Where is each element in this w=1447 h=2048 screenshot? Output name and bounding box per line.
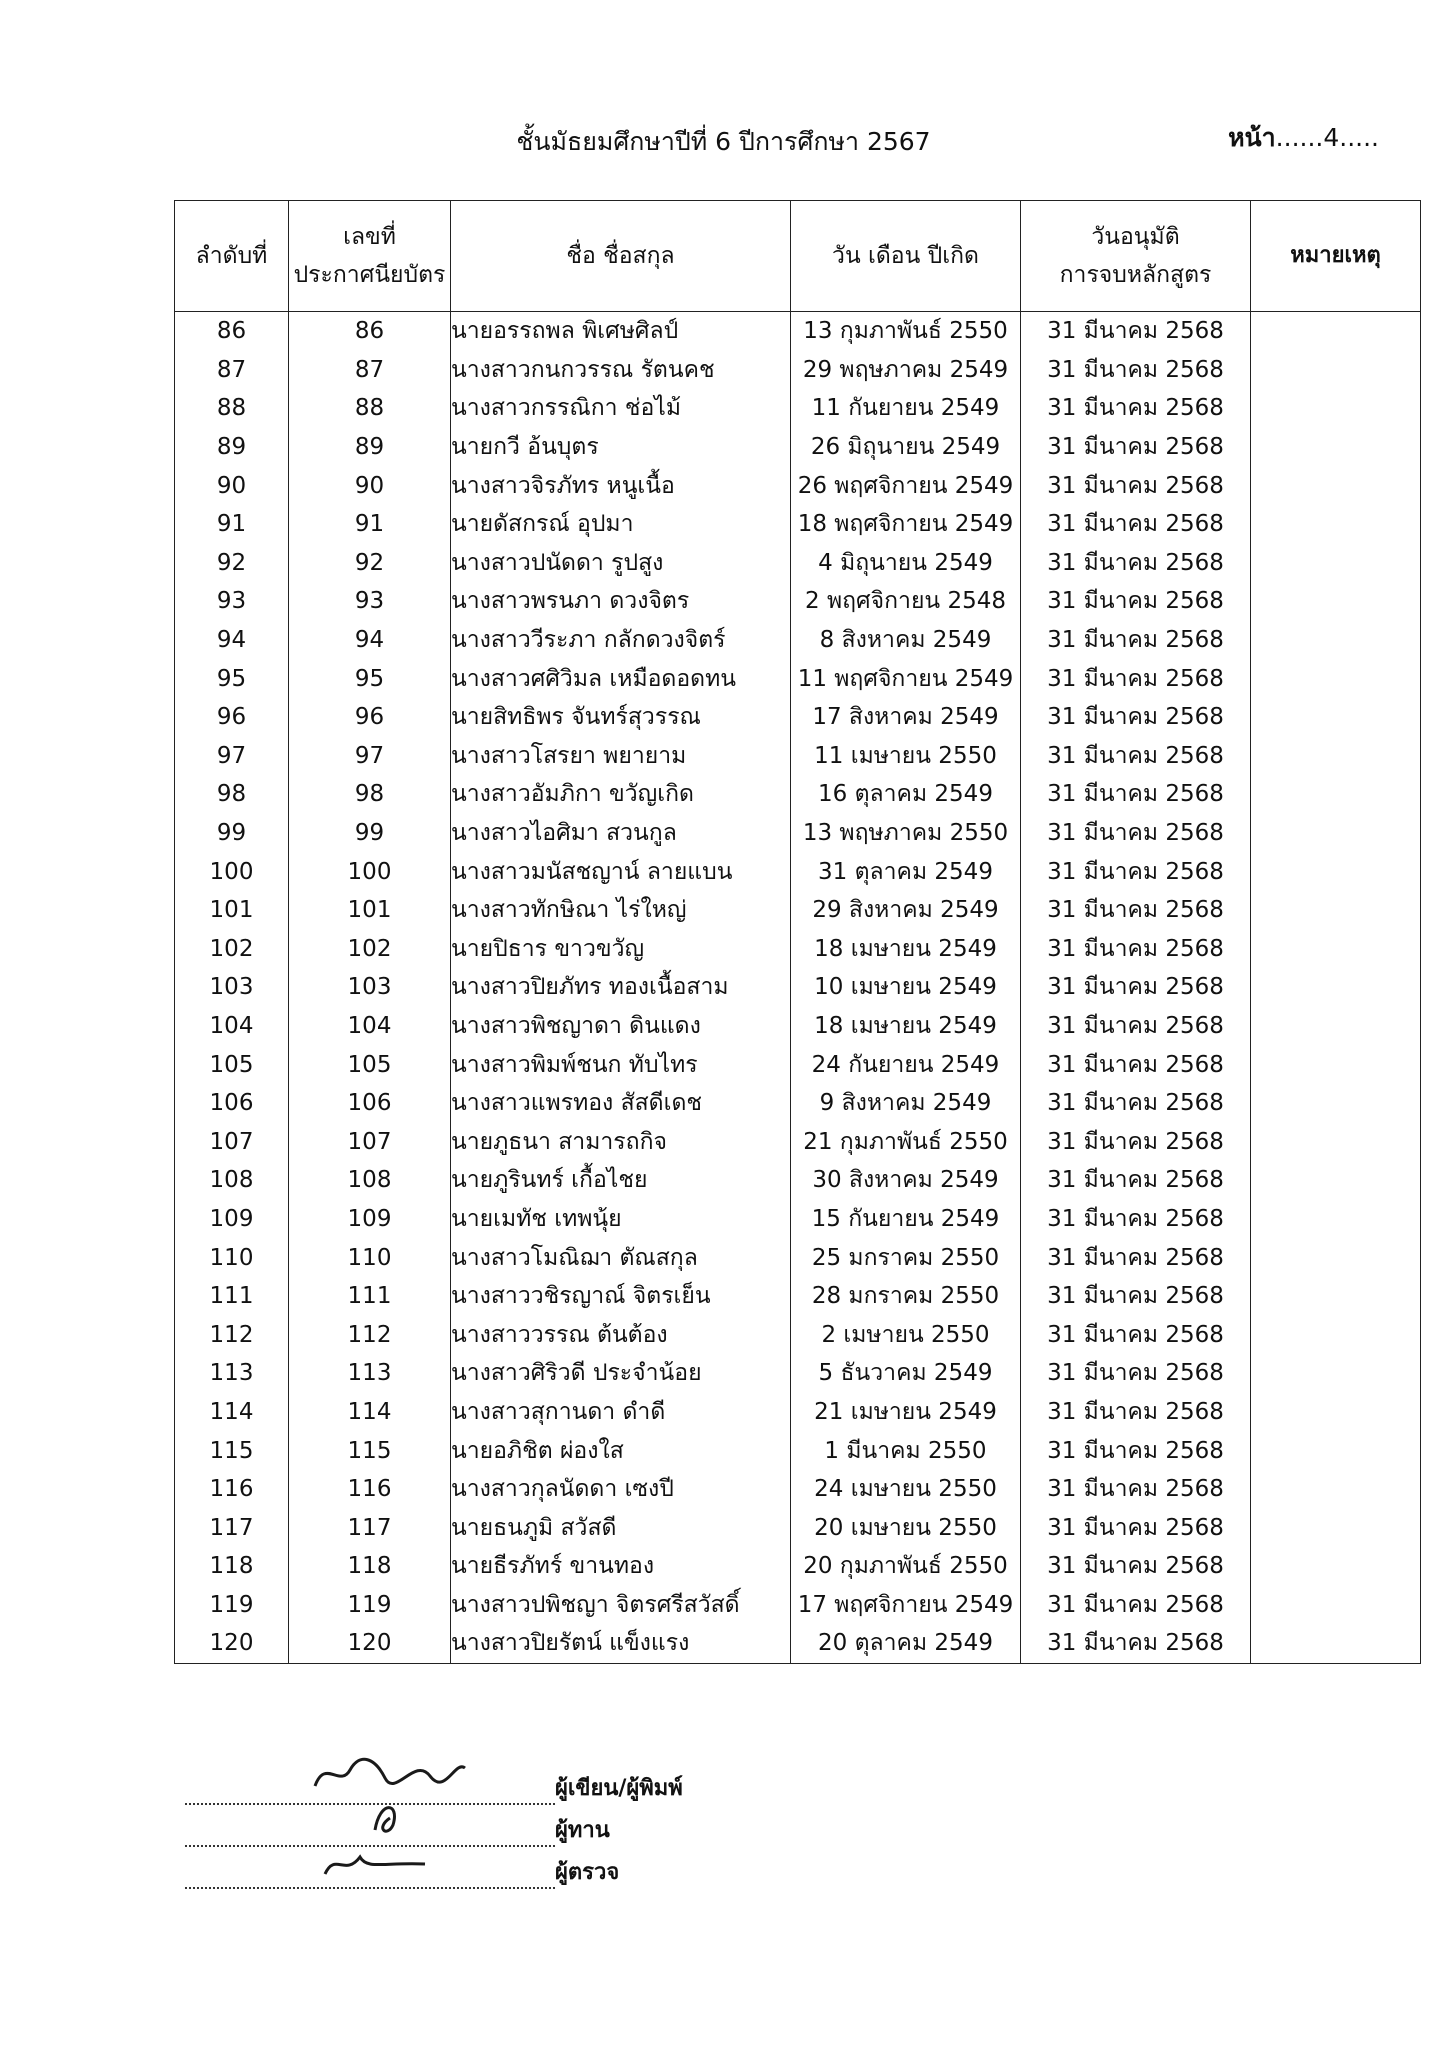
cell-note	[1251, 1084, 1421, 1123]
cell-name: นางสาวปิยรัตน์ แข็งแรง	[451, 1624, 791, 1663]
cell-birth: 30 สิงหาคม 2549	[791, 1161, 1021, 1200]
cell-name: นางสาวกนกวรรณ รัตนคช	[451, 351, 791, 390]
cell-note	[1251, 1470, 1421, 1509]
table-row	[175, 1470, 1421, 1509]
cell-name: นางสาวพิมพ์ชนก ทับไทร	[451, 1045, 791, 1084]
cell-birth: 26 มิถุนายน 2549	[791, 428, 1021, 467]
cell-cert: 88	[289, 389, 451, 428]
cell-cert: 103	[289, 968, 451, 1007]
cell-note	[1251, 852, 1421, 891]
table-row	[175, 814, 1421, 853]
col-header-no: ลำดับที่	[175, 201, 289, 312]
cell-approved: 31 มีนาคม 2568	[1021, 1084, 1251, 1123]
table-row	[175, 621, 1421, 660]
cell-approved: 31 มีนาคม 2568	[1021, 659, 1251, 698]
cell-name: นายภูธนา สามารถกิจ	[451, 1122, 791, 1161]
cell-note	[1251, 351, 1421, 390]
col-header-cert-line1: เลขที่	[343, 224, 396, 250]
cell-no: 95	[175, 659, 289, 698]
cell-no: 89	[175, 428, 289, 467]
cell-approved: 31 มีนาคม 2568	[1021, 1045, 1251, 1084]
cell-no: 90	[175, 466, 289, 505]
cell-cert: 120	[289, 1624, 451, 1663]
table-row	[175, 1122, 1421, 1161]
table-row	[175, 1315, 1421, 1354]
cell-note	[1251, 1431, 1421, 1470]
cell-cert: 108	[289, 1161, 451, 1200]
cell-approved: 31 มีนาคม 2568	[1021, 1007, 1251, 1046]
table-row	[175, 968, 1421, 1007]
cell-no: 120	[175, 1624, 289, 1663]
table-row	[175, 1238, 1421, 1277]
cell-no: 106	[175, 1084, 289, 1123]
cell-approved: 31 มีนาคม 2568	[1021, 814, 1251, 853]
cell-approved: 31 มีนาคม 2568	[1021, 852, 1251, 891]
cell-name: นางสาวมนัสชญาน์ ลายแบน	[451, 852, 791, 891]
cell-name: นางสาวทักษิณา ไร่ใหญ่	[451, 891, 791, 930]
cell-note	[1251, 1354, 1421, 1393]
cell-cert: 86	[289, 312, 451, 351]
cell-name: นางสาวศิริวดี ประจำน้อย	[451, 1354, 791, 1393]
cell-birth: 24 เมษายน 2550	[791, 1470, 1021, 1509]
col-header-approved-line1: วันอนุมัติ	[1091, 224, 1180, 250]
cell-name: นายปิธาร ขาวขวัญ	[451, 930, 791, 969]
cell-cert: 91	[289, 505, 451, 544]
cell-note	[1251, 505, 1421, 544]
cell-cert: 110	[289, 1238, 451, 1277]
cell-birth: 8 สิงหาคม 2549	[791, 621, 1021, 660]
cell-no: 103	[175, 968, 289, 1007]
cell-note	[1251, 1547, 1421, 1586]
cell-no: 94	[175, 621, 289, 660]
cell-no: 99	[175, 814, 289, 853]
cell-name: นางสาวศศิวิมล เหมือดอดทน	[451, 659, 791, 698]
cell-approved: 31 มีนาคม 2568	[1021, 775, 1251, 814]
cell-name: นายกวี อ้นบุตร	[451, 428, 791, 467]
cell-no: 112	[175, 1315, 289, 1354]
cell-birth: 24 กันยายน 2549	[791, 1045, 1021, 1084]
cell-name: นายภูรินทร์ เกื้อไชย	[451, 1161, 791, 1200]
cell-note	[1251, 312, 1421, 351]
cell-approved: 31 มีนาคม 2568	[1021, 351, 1251, 390]
cell-birth: 4 มิถุนายน 2549	[791, 544, 1021, 583]
cell-birth: 5 ธันวาคม 2549	[791, 1354, 1021, 1393]
cell-cert: 96	[289, 698, 451, 737]
cell-cert: 87	[289, 351, 451, 390]
table-row	[175, 505, 1421, 544]
cell-cert: 115	[289, 1431, 451, 1470]
cell-birth: 20 เมษายน 2550	[791, 1508, 1021, 1547]
table-row	[175, 466, 1421, 505]
table-row	[175, 1007, 1421, 1046]
cell-approved: 31 มีนาคม 2568	[1021, 582, 1251, 621]
cell-no: 87	[175, 351, 289, 390]
cell-name: นางสาวพิชญาดา ดินแดง	[451, 1007, 791, 1046]
cell-approved: 31 มีนาคม 2568	[1021, 1277, 1251, 1316]
cell-approved: 31 มีนาคม 2568	[1021, 968, 1251, 1007]
cell-no: 115	[175, 1431, 289, 1470]
cell-approved: 31 มีนาคม 2568	[1021, 891, 1251, 930]
cell-approved: 31 มีนาคม 2568	[1021, 466, 1251, 505]
cell-approved: 31 มีนาคม 2568	[1021, 621, 1251, 660]
table-row	[175, 312, 1421, 351]
cell-no: 118	[175, 1547, 289, 1586]
cell-note	[1251, 1007, 1421, 1046]
cell-no: 113	[175, 1354, 289, 1393]
table-row	[175, 1084, 1421, 1123]
cell-birth: 1 มีนาคม 2550	[791, 1431, 1021, 1470]
cell-cert: 101	[289, 891, 451, 930]
table-row	[175, 1354, 1421, 1393]
cell-birth: 29 สิงหาคม 2549	[791, 891, 1021, 930]
cell-note	[1251, 968, 1421, 1007]
cell-approved: 31 มีนาคม 2568	[1021, 1315, 1251, 1354]
cell-birth: 29 พฤษภาคม 2549	[791, 351, 1021, 390]
cell-approved: 31 มีนาคม 2568	[1021, 1122, 1251, 1161]
table-row	[175, 1431, 1421, 1470]
cell-cert: 90	[289, 466, 451, 505]
table-row	[175, 1161, 1421, 1200]
cell-cert: 93	[289, 582, 451, 621]
cell-name: นายอรรถพล พิเศษศิลป์	[451, 312, 791, 351]
page-number: 4	[1323, 123, 1340, 152]
table-row	[175, 659, 1421, 698]
cell-birth: 13 พฤษภาคม 2550	[791, 814, 1021, 853]
cell-note	[1251, 1277, 1421, 1316]
cell-cert: 113	[289, 1354, 451, 1393]
cell-approved: 31 มีนาคม 2568	[1021, 1470, 1251, 1509]
cell-note	[1251, 1624, 1421, 1663]
cell-note	[1251, 775, 1421, 814]
cell-birth: 16 ตุลาคม 2549	[791, 775, 1021, 814]
table-row	[175, 389, 1421, 428]
table-row	[175, 698, 1421, 737]
cell-note	[1251, 1045, 1421, 1084]
col-header-approved	[1021, 201, 1251, 312]
table-row	[175, 544, 1421, 583]
cell-birth: 18 เมษายน 2549	[791, 930, 1021, 969]
cell-note	[1251, 891, 1421, 930]
cell-birth: 21 กุมภาพันธ์ 2550	[791, 1122, 1021, 1161]
cell-birth: 11 กันยายน 2549	[791, 389, 1021, 428]
cell-note	[1251, 737, 1421, 776]
page-label-text: หน้า	[1228, 123, 1276, 152]
cell-cert: 97	[289, 737, 451, 776]
cell-note	[1251, 1200, 1421, 1239]
table-row	[175, 351, 1421, 390]
table-row	[175, 775, 1421, 814]
cell-note	[1251, 698, 1421, 737]
cell-cert: 112	[289, 1315, 451, 1354]
table-header-row	[175, 201, 1421, 312]
cell-approved: 31 มีนาคม 2568	[1021, 1354, 1251, 1393]
cell-name: นายเมทัช เทพนุ้ย	[451, 1200, 791, 1239]
cell-note	[1251, 1238, 1421, 1277]
cell-no: 114	[175, 1393, 289, 1432]
cell-birth: 2 พฤศจิกายน 2548	[791, 582, 1021, 621]
cell-name: นางสาวแพรทอง สัสดีเดช	[451, 1084, 791, 1123]
cell-cert: 118	[289, 1547, 451, 1586]
signature-line	[185, 1854, 683, 1896]
cell-note	[1251, 930, 1421, 969]
table-row	[175, 1393, 1421, 1432]
cell-cert: 107	[289, 1122, 451, 1161]
cell-cert: 117	[289, 1508, 451, 1547]
signature-role: ผู้ทาน	[555, 1818, 610, 1843]
cell-approved: 31 มีนาคม 2568	[1021, 1508, 1251, 1547]
col-header-birth: วัน เดือน ปีเกิด	[791, 201, 1021, 312]
col-header-cert	[289, 201, 451, 312]
signature-role: ผู้เขียน/ผู้พิมพ์	[555, 1776, 683, 1801]
cell-name: นางสาววชิรญาณ์ จิตรเย็น	[451, 1277, 791, 1316]
cell-birth: 21 เมษายน 2549	[791, 1393, 1021, 1432]
table-row	[175, 930, 1421, 969]
cell-note	[1251, 1161, 1421, 1200]
cell-name: นายสิทธิพร จันทร์สุวรรณ	[451, 698, 791, 737]
cell-no: 86	[175, 312, 289, 351]
cell-birth: 11 เมษายน 2550	[791, 737, 1021, 776]
cell-note	[1251, 1586, 1421, 1625]
table-row	[175, 582, 1421, 621]
cell-approved: 31 มีนาคม 2568	[1021, 544, 1251, 583]
cell-approved: 31 มีนาคม 2568	[1021, 1624, 1251, 1663]
cell-no: 105	[175, 1045, 289, 1084]
cell-name: นางสาวพรนภา ดวงจิตร	[451, 582, 791, 621]
cell-no: 108	[175, 1161, 289, 1200]
cell-cert: 114	[289, 1393, 451, 1432]
cell-note	[1251, 1393, 1421, 1432]
cell-approved: 31 มีนาคม 2568	[1021, 1200, 1251, 1239]
table-row	[175, 1547, 1421, 1586]
cell-birth: 2 เมษายน 2550	[791, 1315, 1021, 1354]
cell-birth: 15 กันยายน 2549	[791, 1200, 1021, 1239]
cell-note	[1251, 1122, 1421, 1161]
cell-no: 102	[175, 930, 289, 969]
cell-no: 111	[175, 1277, 289, 1316]
cell-birth: 17 สิงหาคม 2549	[791, 698, 1021, 737]
cell-cert: 104	[289, 1007, 451, 1046]
cell-name: นางสาวจิรภัทร หนูเนื้อ	[451, 466, 791, 505]
cell-birth: 20 กุมภาพันธ์ 2550	[791, 1547, 1021, 1586]
cell-birth: 17 พฤศจิกายน 2549	[791, 1586, 1021, 1625]
cell-birth: 10 เมษายน 2549	[791, 968, 1021, 1007]
col-header-approved-line2: การจบหลักสูตร	[1059, 262, 1212, 288]
signature-stroke	[325, 1857, 425, 1874]
cell-name: นางสาววรรณ ต้นต้อง	[451, 1315, 791, 1354]
cell-approved: 31 มีนาคม 2568	[1021, 505, 1251, 544]
table-row	[175, 737, 1421, 776]
cell-no: 109	[175, 1200, 289, 1239]
cell-birth: 11 พฤศจิกายน 2549	[791, 659, 1021, 698]
signature-block	[185, 1770, 683, 1896]
cell-name: นายธีรภัทร์ ขานทอง	[451, 1547, 791, 1586]
cell-cert: 95	[289, 659, 451, 698]
table-row	[175, 1624, 1421, 1663]
cell-no: 110	[175, 1238, 289, 1277]
cell-approved: 31 มีนาคม 2568	[1021, 428, 1251, 467]
cell-approved: 31 มีนาคม 2568	[1021, 312, 1251, 351]
cell-no: 98	[175, 775, 289, 814]
table-row	[175, 1277, 1421, 1316]
cell-cert: 111	[289, 1277, 451, 1316]
col-header-note: หมายเหตุ	[1251, 201, 1421, 312]
cell-cert: 98	[289, 775, 451, 814]
cell-birth: 18 เมษายน 2549	[791, 1007, 1021, 1046]
cell-birth: 20 ตุลาคม 2549	[791, 1624, 1021, 1663]
table-row	[175, 428, 1421, 467]
table-row	[175, 1586, 1421, 1625]
cell-name: นายอภิชิต ผ่องใส	[451, 1431, 791, 1470]
cell-no: 88	[175, 389, 289, 428]
cell-note	[1251, 659, 1421, 698]
cell-name: นางสาวไอศิมา สวนกูล	[451, 814, 791, 853]
signature-stroke	[315, 1759, 465, 1786]
cell-cert: 89	[289, 428, 451, 467]
handwritten-signature	[305, 1832, 475, 1882]
cell-approved: 31 มีนาคม 2568	[1021, 1161, 1251, 1200]
cell-cert: 106	[289, 1084, 451, 1123]
signature-stroke	[375, 1808, 394, 1832]
signature-role: ผู้ตรวจ	[555, 1860, 620, 1885]
cell-birth: 26 พฤศจิกายน 2549	[791, 466, 1021, 505]
cell-birth: 13 กุมภาพันธ์ 2550	[791, 312, 1021, 351]
cell-approved: 31 มีนาคม 2568	[1021, 1586, 1251, 1625]
cell-name: นางสาวปนัดดา รูปสูง	[451, 544, 791, 583]
cell-no: 96	[175, 698, 289, 737]
cell-note	[1251, 582, 1421, 621]
cell-approved: 31 มีนาคม 2568	[1021, 1547, 1251, 1586]
page-title: ชั้นมัธยมศึกษาปีที่ 6 ปีการศึกษา 2567	[516, 127, 931, 156]
cell-cert: 119	[289, 1586, 451, 1625]
table-row	[175, 1508, 1421, 1547]
cell-cert: 100	[289, 852, 451, 891]
cell-approved: 31 มีนาคม 2568	[1021, 1238, 1251, 1277]
cell-approved: 31 มีนาคม 2568	[1021, 930, 1251, 969]
cell-approved: 31 มีนาคม 2568	[1021, 1431, 1251, 1470]
page-number-label: หน้า......4.....	[1228, 123, 1379, 152]
cell-note	[1251, 466, 1421, 505]
cell-no: 117	[175, 1508, 289, 1547]
cell-birth: 18 พฤศจิกายน 2549	[791, 505, 1021, 544]
cell-name: นางสาวปิยภัทร ทองเนื้อสาม	[451, 968, 791, 1007]
cell-cert: 99	[289, 814, 451, 853]
cell-cert: 94	[289, 621, 451, 660]
cell-no: 97	[175, 737, 289, 776]
cell-birth: 25 มกราคม 2550	[791, 1238, 1021, 1277]
cell-no: 107	[175, 1122, 289, 1161]
cell-note	[1251, 428, 1421, 467]
cell-name: นางสาวโสรยา พยายาม	[451, 737, 791, 776]
cell-no: 93	[175, 582, 289, 621]
cell-note	[1251, 1508, 1421, 1547]
cell-name: นายดัสกรณ์ อุปมา	[451, 505, 791, 544]
cell-name: นางสาวกุลนัดดา เซงปี	[451, 1470, 791, 1509]
cell-no: 100	[175, 852, 289, 891]
cell-approved: 31 มีนาคม 2568	[1021, 698, 1251, 737]
cell-approved: 31 มีนาคม 2568	[1021, 1393, 1251, 1432]
cell-note	[1251, 1315, 1421, 1354]
cell-no: 101	[175, 891, 289, 930]
cell-approved: 31 มีนาคม 2568	[1021, 737, 1251, 776]
cell-approved: 31 มีนาคม 2568	[1021, 389, 1251, 428]
table-row	[175, 852, 1421, 891]
table-row	[175, 891, 1421, 930]
cell-no: 119	[175, 1586, 289, 1625]
cell-no: 116	[175, 1470, 289, 1509]
cell-no: 92	[175, 544, 289, 583]
cell-cert: 92	[289, 544, 451, 583]
cell-name: นางสาวกรรณิกา ช่อไม้	[451, 389, 791, 428]
cell-cert: 105	[289, 1045, 451, 1084]
cell-cert: 102	[289, 930, 451, 969]
cell-name: นายธนภูมิ สวัสดี	[451, 1508, 791, 1547]
cell-cert: 109	[289, 1200, 451, 1239]
cell-no: 104	[175, 1007, 289, 1046]
graduate-table	[174, 200, 1421, 1664]
cell-name: นางสาวอัมภิกา ขวัญเกิด	[451, 775, 791, 814]
col-header-cert-line2: ประกาศนียบัตร	[293, 262, 446, 288]
cell-note	[1251, 544, 1421, 583]
cell-name: นางสาววีระภา กลักดวงจิตร์	[451, 621, 791, 660]
cell-name: นางสาวปพิชญา จิตรศรีสวัสดิ์	[451, 1586, 791, 1625]
cell-note	[1251, 814, 1421, 853]
cell-birth: 9 สิงหาคม 2549	[791, 1084, 1021, 1123]
cell-cert: 116	[289, 1470, 451, 1509]
cell-name: นางสาวโมณิฌา ตัณสกุล	[451, 1238, 791, 1277]
cell-note	[1251, 389, 1421, 428]
cell-birth: 28 มกราคม 2550	[791, 1277, 1021, 1316]
table-row	[175, 1200, 1421, 1239]
cell-no: 91	[175, 505, 289, 544]
table-row	[175, 1045, 1421, 1084]
cell-note	[1251, 621, 1421, 660]
cell-name: นางสาวสุกานดา ดำดี	[451, 1393, 791, 1432]
col-header-name: ชื่อ ชื่อสกุล	[451, 201, 791, 312]
cell-birth: 31 ตุลาคม 2549	[791, 852, 1021, 891]
